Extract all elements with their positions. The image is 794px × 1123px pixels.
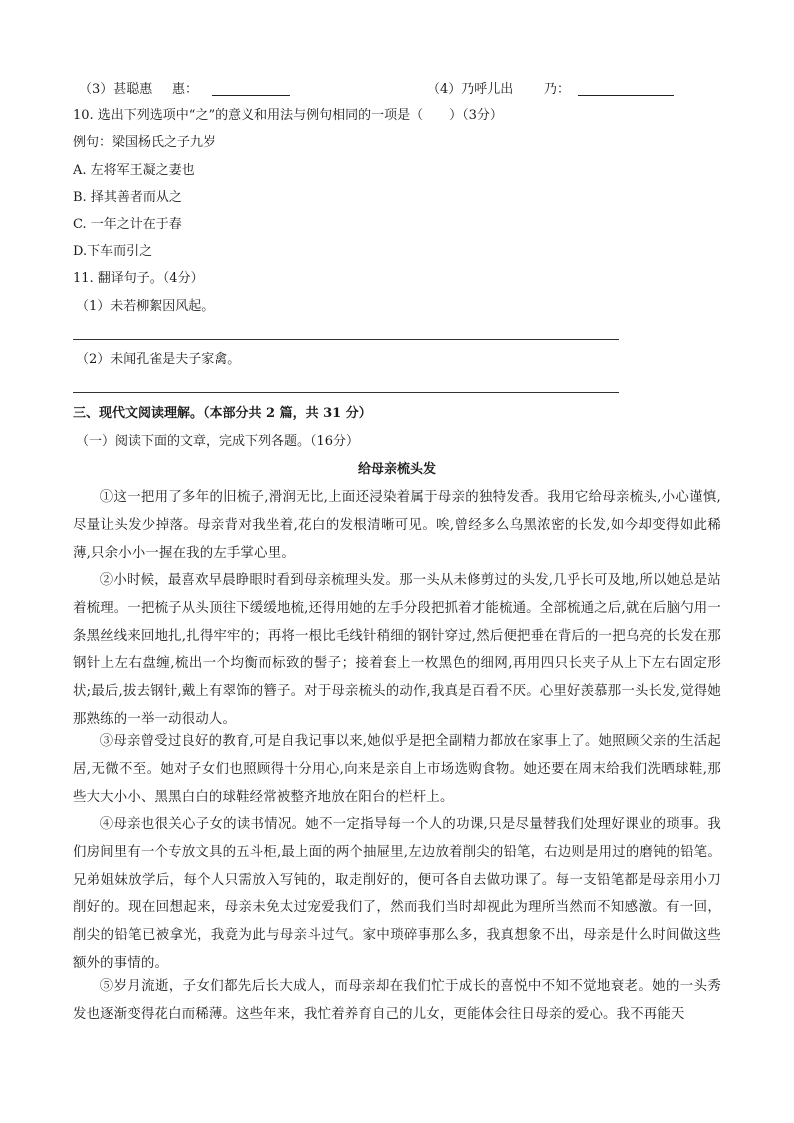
q9-4-char: 乃：: [544, 82, 571, 97]
article-title: 给母亲梳头发: [357, 462, 436, 477]
q11-item-2: （2）未闻孔雀是夫子家禽。: [76, 352, 241, 367]
article-paragraph-3: ③母亲曾受过良好的教育,可是自我记事以来,她似乎是把全副精力都放在家事上了。她照顾父亲的生活起居,无微不至。她对子女们也照顾得十分用心,向来是亲自上市场选购食物。她还要在周末给我们洗晒球鞋,那些大大小小、黑黑白白的球鞋经常被整齐地放在阳台的栏杆上。: [73, 734, 721, 805]
q10-option-a: A. 左将军王凝之妻也: [73, 163, 195, 178]
q11-answer-line-1[interactable]: [73, 339, 619, 340]
article-paragraph-4: ④母亲也很关心子女的读书情况。她不一定指导每一个人的功课,只是尽量替我们处理好课业的琐事。我们房间里有一个专放文具的五斗柜,最上面的两个抽屉里,左边放着削尖的铅笔，右边则是用过的磨钝的铅笔。兄弟姐妹放学后，每个人只需放入写钝的，取走削好的，便可各自去做功课了。每一支铅笔都是母亲用小刀削好的。现在回想起来，母亲未免太过宠爱我们了，然而我们当时却视此为理所当然而不知感激。有一回，削尖的铅笔已被拿光，我竟为此与母亲斗过气。家中琐碎事那么多，我真想象不出，母亲是什么时间做这些额外的事情的。: [73, 817, 721, 971]
section-sub-heading: （一）阅读下面的文章，完成下列各题。（16分）: [76, 434, 360, 449]
q9-3-label: （3）甚聪惠: [79, 82, 153, 97]
section-heading: 三、现代文阅读理解。（本部分共 2 篇，共 31 分）: [73, 406, 372, 421]
q9-3-answer-blank[interactable]: [212, 95, 290, 96]
q9-4-answer-blank[interactable]: [578, 95, 674, 96]
q11-stem: 11. 翻译句子。（4分）: [73, 271, 204, 286]
q9-4-label: （4）乃呼儿出: [427, 82, 514, 97]
q9-3-char: 惠：: [172, 82, 199, 97]
q10-option-c: C. 一年之计在于春: [73, 217, 182, 232]
q11-item-1: （1）未若柳絮因风起。: [76, 299, 215, 314]
q10-example: 例句：梁国杨氏之子九岁: [73, 135, 217, 150]
article-paragraph-5: ⑤岁月流逝，子女们都先后长大成人，而母亲却在我们忙于成长的喜悦中不知不觉地衰老。她的一头秀发也逐渐变得花白而稀薄。这些年来，我忙着养育自己的儿女，更能体会往日母亲的爱心。我不再能天: [73, 979, 721, 1022]
q11-answer-line-2[interactable]: [73, 392, 619, 393]
article-paragraph-1: ①这一把用了多年的旧梳子,滑润无比,上面还浸染着属于母亲的独特发香。我用它给母亲梳头,小心谨慎,尽量让头发少掉落。母亲背对我坐着,花白的发根清晰可见。唉,曾经多么乌黑浓密的长发,如今却变得如此稀薄,只余小小一握在我的左手掌心里。: [73, 490, 721, 561]
article-paragraph-2: ②小时候，最喜欢早晨睁眼时看到母亲梳理头发。那一头从未修剪过的头发,几乎长可及地,所以她总是站着梳理。一把梳子从头顶往下缓缓地梳,还得用她的左手分段把抓着才能梳通。全部梳通之后,就在后脑勺用一条黑丝线来回地扎,扎得牢牢的；再将一根比毛线针稍细的钢针穿过,然后便把垂在背后的一把乌亮的长发在那钢针上左右盘缠,梳出一个均衡而标致的髻子；接着套上一枚黑色的细网,再用四只长夹子从上下左右固定形状;最后,拔去钢针,戴上有翠饰的簪子。对于母亲梳头的动作,我真是百看不厌。心里好羡慕那一头长发,觉得她那熟练的一举一动很动人。: [73, 573, 721, 727]
q10-stem: 10. 选出下列选项中“之”的意义和用法与例句相同的一项是（ ）（3分）: [73, 108, 503, 123]
q10-option-b: B. 择其善者而从之: [73, 190, 182, 205]
q10-option-d: D.下车而引之: [73, 244, 153, 259]
